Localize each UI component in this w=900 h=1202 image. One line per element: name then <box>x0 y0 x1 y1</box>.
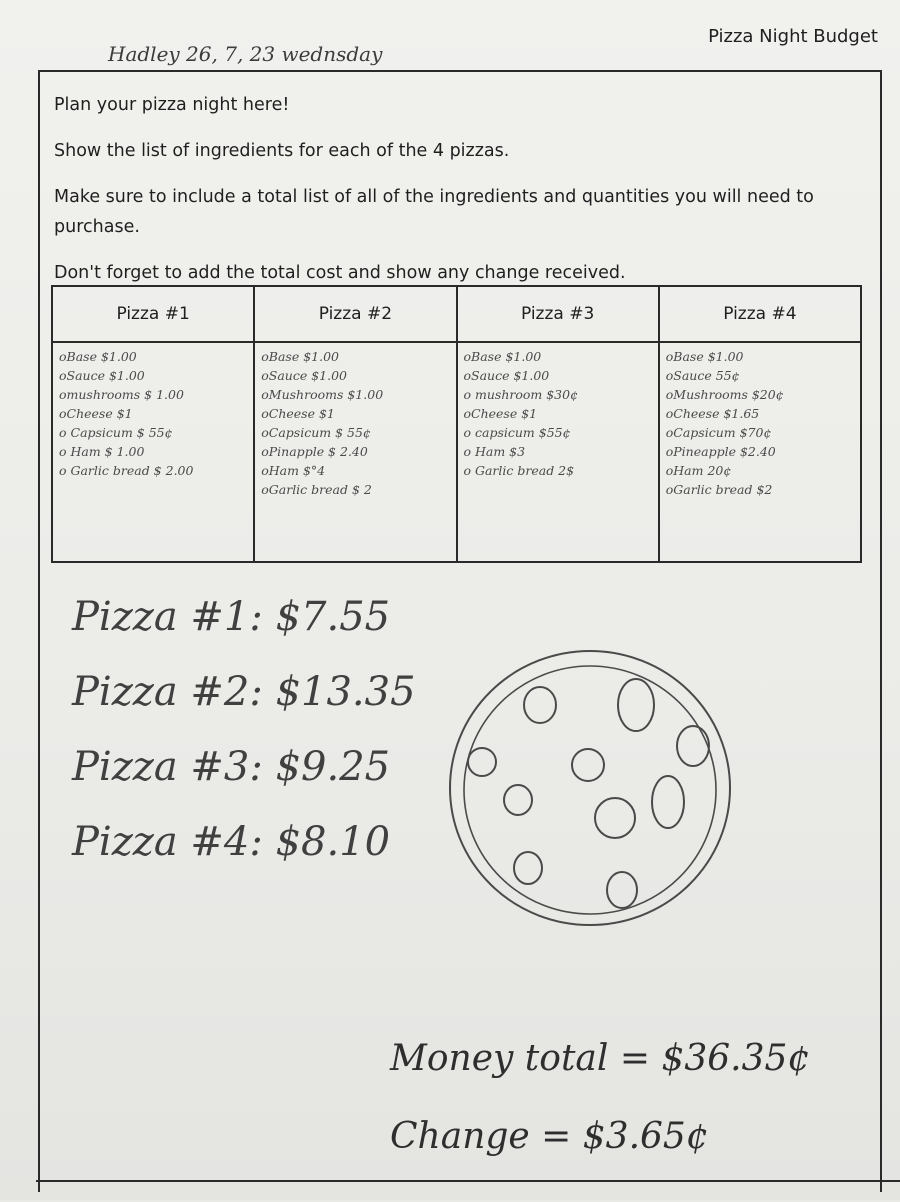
ingredient-item: oPineapple $2.40 <box>665 444 776 459</box>
pizza-2-ingredients <box>254 342 456 562</box>
ingredient-item: oGarlic bread $2 <box>665 482 773 497</box>
ingredient-item: oCheese $1 <box>59 406 133 421</box>
ingredient-item: o Garlic bread 2$ <box>463 463 575 478</box>
ingredient-item: o Ham $ 1.00 <box>59 444 145 459</box>
ingredient-item: oMushrooms $20¢ <box>665 387 784 402</box>
ingredient-item: oSauce $1.00 <box>261 368 347 383</box>
instructions <box>54 90 864 304</box>
pizza-4-total: Pizza #4: $8.10 <box>72 819 391 865</box>
instruction-line: Make sure to include a total list of all of the ingredients and quantities you will need to purchase. <box>54 187 814 237</box>
ingredient-item: o Garlic bread $ 2.00 <box>59 463 194 478</box>
ingredient-item: o mushroom $30¢ <box>463 387 579 402</box>
ingredients-table <box>51 285 862 563</box>
ingredient-item: o Ham $3 <box>463 444 526 459</box>
ingredient-item: oCapsicum $70¢ <box>665 425 772 440</box>
column-header-pizza-2: Pizza #2 <box>254 286 456 342</box>
ingredient-item: oBase $1.00 <box>665 349 744 364</box>
ingredient-item: oGarlic bread $ 2 <box>261 482 372 497</box>
pizza-sketch-icon <box>440 640 740 949</box>
student-name-date: Hadley 26, 7, 23 wednsday <box>108 42 383 66</box>
ingredient-item: oHam 20¢ <box>665 463 732 478</box>
column-header-pizza-3: Pizza #3 <box>457 286 659 342</box>
money-summary <box>390 1020 810 1176</box>
pizza-4-ingredients <box>659 342 861 562</box>
money-total: Money total = $36.35¢ <box>390 1038 811 1079</box>
ingredient-item: oCapsicum $ 55¢ <box>261 425 371 440</box>
ingredient-item: oBase $1.00 <box>261 349 339 364</box>
ingredient-item: oBase $1.00 <box>59 349 137 364</box>
pizza-1-ingredients <box>52 342 254 562</box>
ingredient-item: oSauce $1.00 <box>463 368 550 383</box>
instruction-line: Show the list of ingredients for each of the 4 pizzas. <box>54 141 510 161</box>
pizza-3-ingredients <box>457 342 659 562</box>
ingredient-item: omushrooms $ 1.00 <box>59 387 184 402</box>
ingredient-item: o Capsicum $ 55¢ <box>59 425 173 440</box>
column-header-pizza-1: Pizza #1 <box>52 286 254 342</box>
pizza-2-total: Pizza #2: $13.35 <box>72 669 416 715</box>
instruction-line: Plan your pizza night here! <box>54 95 290 115</box>
ingredient-item: oPinapple $ 2.40 <box>261 444 368 459</box>
pizza-1-total: Pizza #1: $7.55 <box>72 594 391 640</box>
ingredient-item: oBase $1.00 <box>463 349 542 364</box>
change-received: Change = $3.65¢ <box>390 1116 709 1157</box>
ingredient-item: oMushrooms $1.00 <box>261 387 384 402</box>
ingredient-item: o capsicum $55¢ <box>463 425 571 440</box>
ingredient-item: oCheese $1 <box>463 406 538 421</box>
column-header-pizza-4: Pizza #4 <box>659 286 861 342</box>
pizza-totals <box>72 580 416 880</box>
worksheet-title: Pizza Night Budget <box>708 26 878 47</box>
instruction-line: Don't forget to add the total cost and show any change received. <box>54 263 626 283</box>
next-page-edge <box>36 1180 900 1202</box>
pizza-3-total: Pizza #3: $9.25 <box>72 744 391 790</box>
ingredient-item: oCheese $1.65 <box>665 406 760 421</box>
ingredient-item: oSauce $1.00 <box>59 368 145 383</box>
ingredient-item: oSauce 55¢ <box>665 368 740 383</box>
ingredient-item: oCheese $1 <box>261 406 335 421</box>
ingredient-item: oHam $°4 <box>261 463 326 478</box>
